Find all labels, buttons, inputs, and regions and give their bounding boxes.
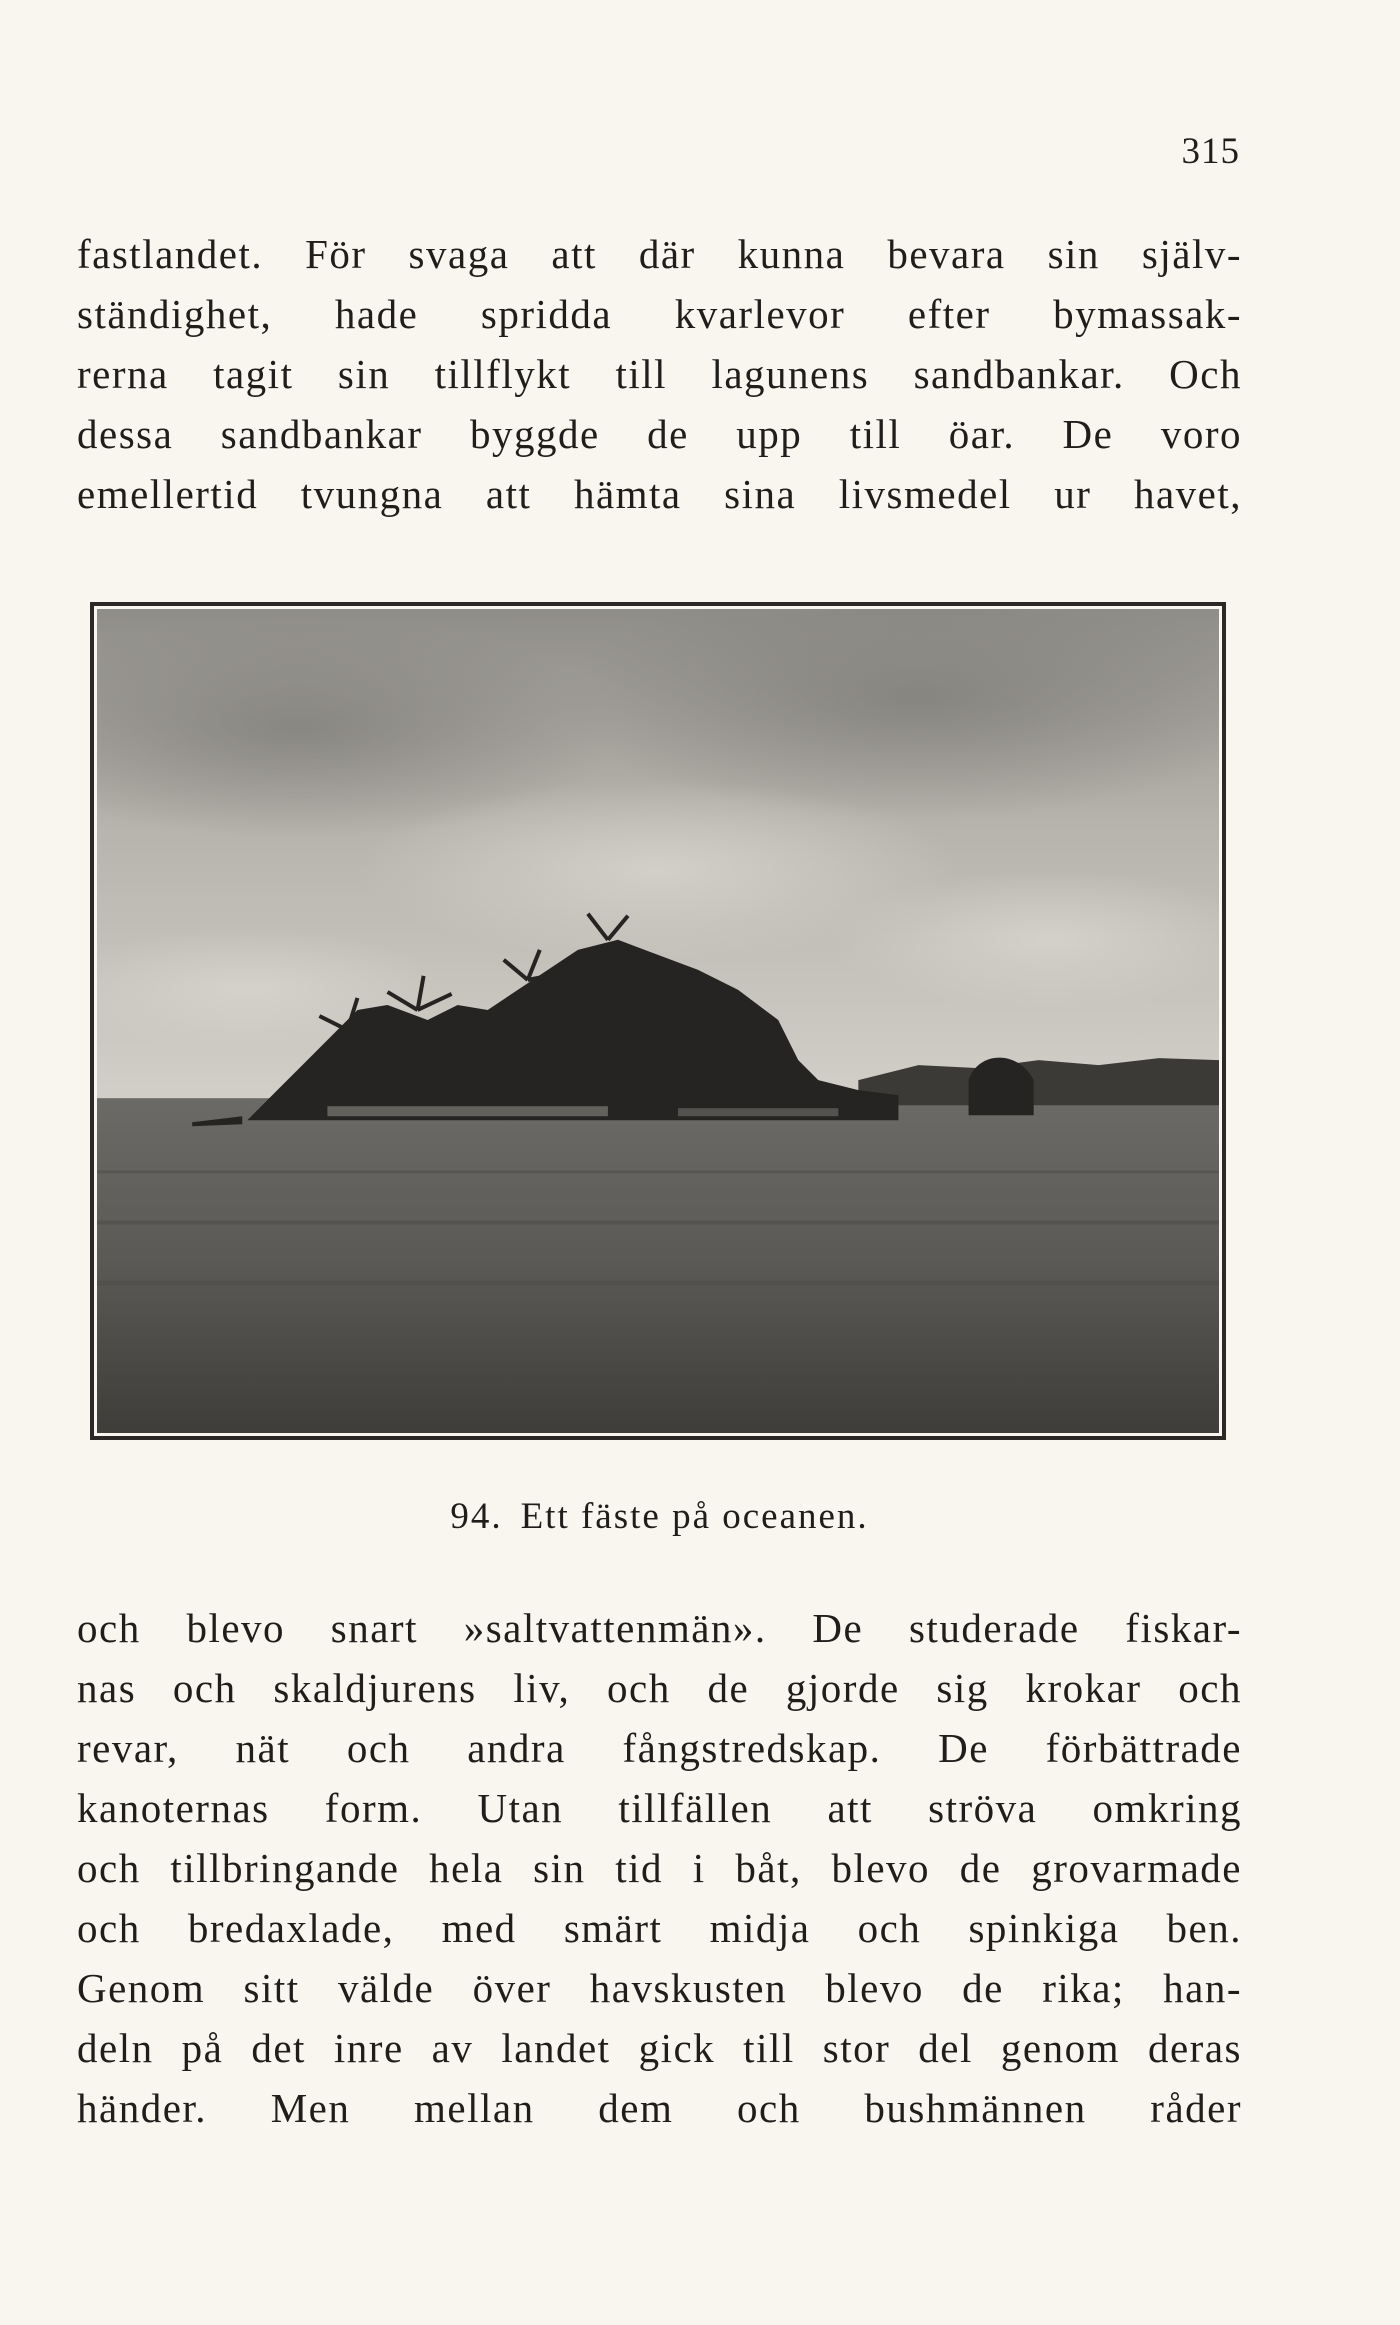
text-line: kanoternas form. Utan tillfällen att ströva omkring [77, 1785, 1242, 1831]
figure-number: 94. [450, 1496, 503, 1537]
text-line: dessa sandbankar byggde de upp till öar. De voro [77, 411, 1242, 457]
text-line: nas och skaldjurens liv, och de gjorde sig krokar och [77, 1665, 1242, 1711]
figure-caption [77, 1495, 1242, 1538]
text-line: deln på det inre av landet gick till stor del genom deras [77, 2025, 1242, 2071]
text-line: revar, nät och andra fångstredskap. De förbättrade [77, 1725, 1242, 1771]
text-line: fastlandet. För svaga att där kunna bevara sin själv- [77, 231, 1242, 277]
photo-island-in-ocean [90, 602, 1226, 1440]
figure-caption-text: Ett fäste på oceanen. [520, 1496, 869, 1537]
paragraph-top [77, 224, 1242, 524]
page-number: 315 [1181, 131, 1240, 172]
text-line: och blevo snart »saltvattenmän». De studerade fiskar- [77, 1605, 1242, 1651]
paragraph-bottom [77, 1598, 1242, 2138]
text-line: ständighet, hade spridda kvarlevor efter bymassak- [77, 291, 1242, 337]
text-line: emellertid tvungna att hämta sina livsmedel ur havet, [77, 471, 1242, 517]
photo-image [97, 609, 1219, 1433]
text-line: och bredaxlade, med smärt midja och spinkiga ben. [77, 1905, 1242, 1951]
text-line: rerna tagit sin tillflykt till lagunens sandbankar. Och [77, 351, 1242, 397]
text-line: Genom sitt välde över havskusten blevo de rika; han- [77, 1965, 1242, 2011]
text-line: händer. Men mellan dem och bushmännen råder [77, 2085, 1242, 2131]
text-line: och tillbringande hela sin tid i båt, blevo de grovarmade [77, 1845, 1242, 1891]
